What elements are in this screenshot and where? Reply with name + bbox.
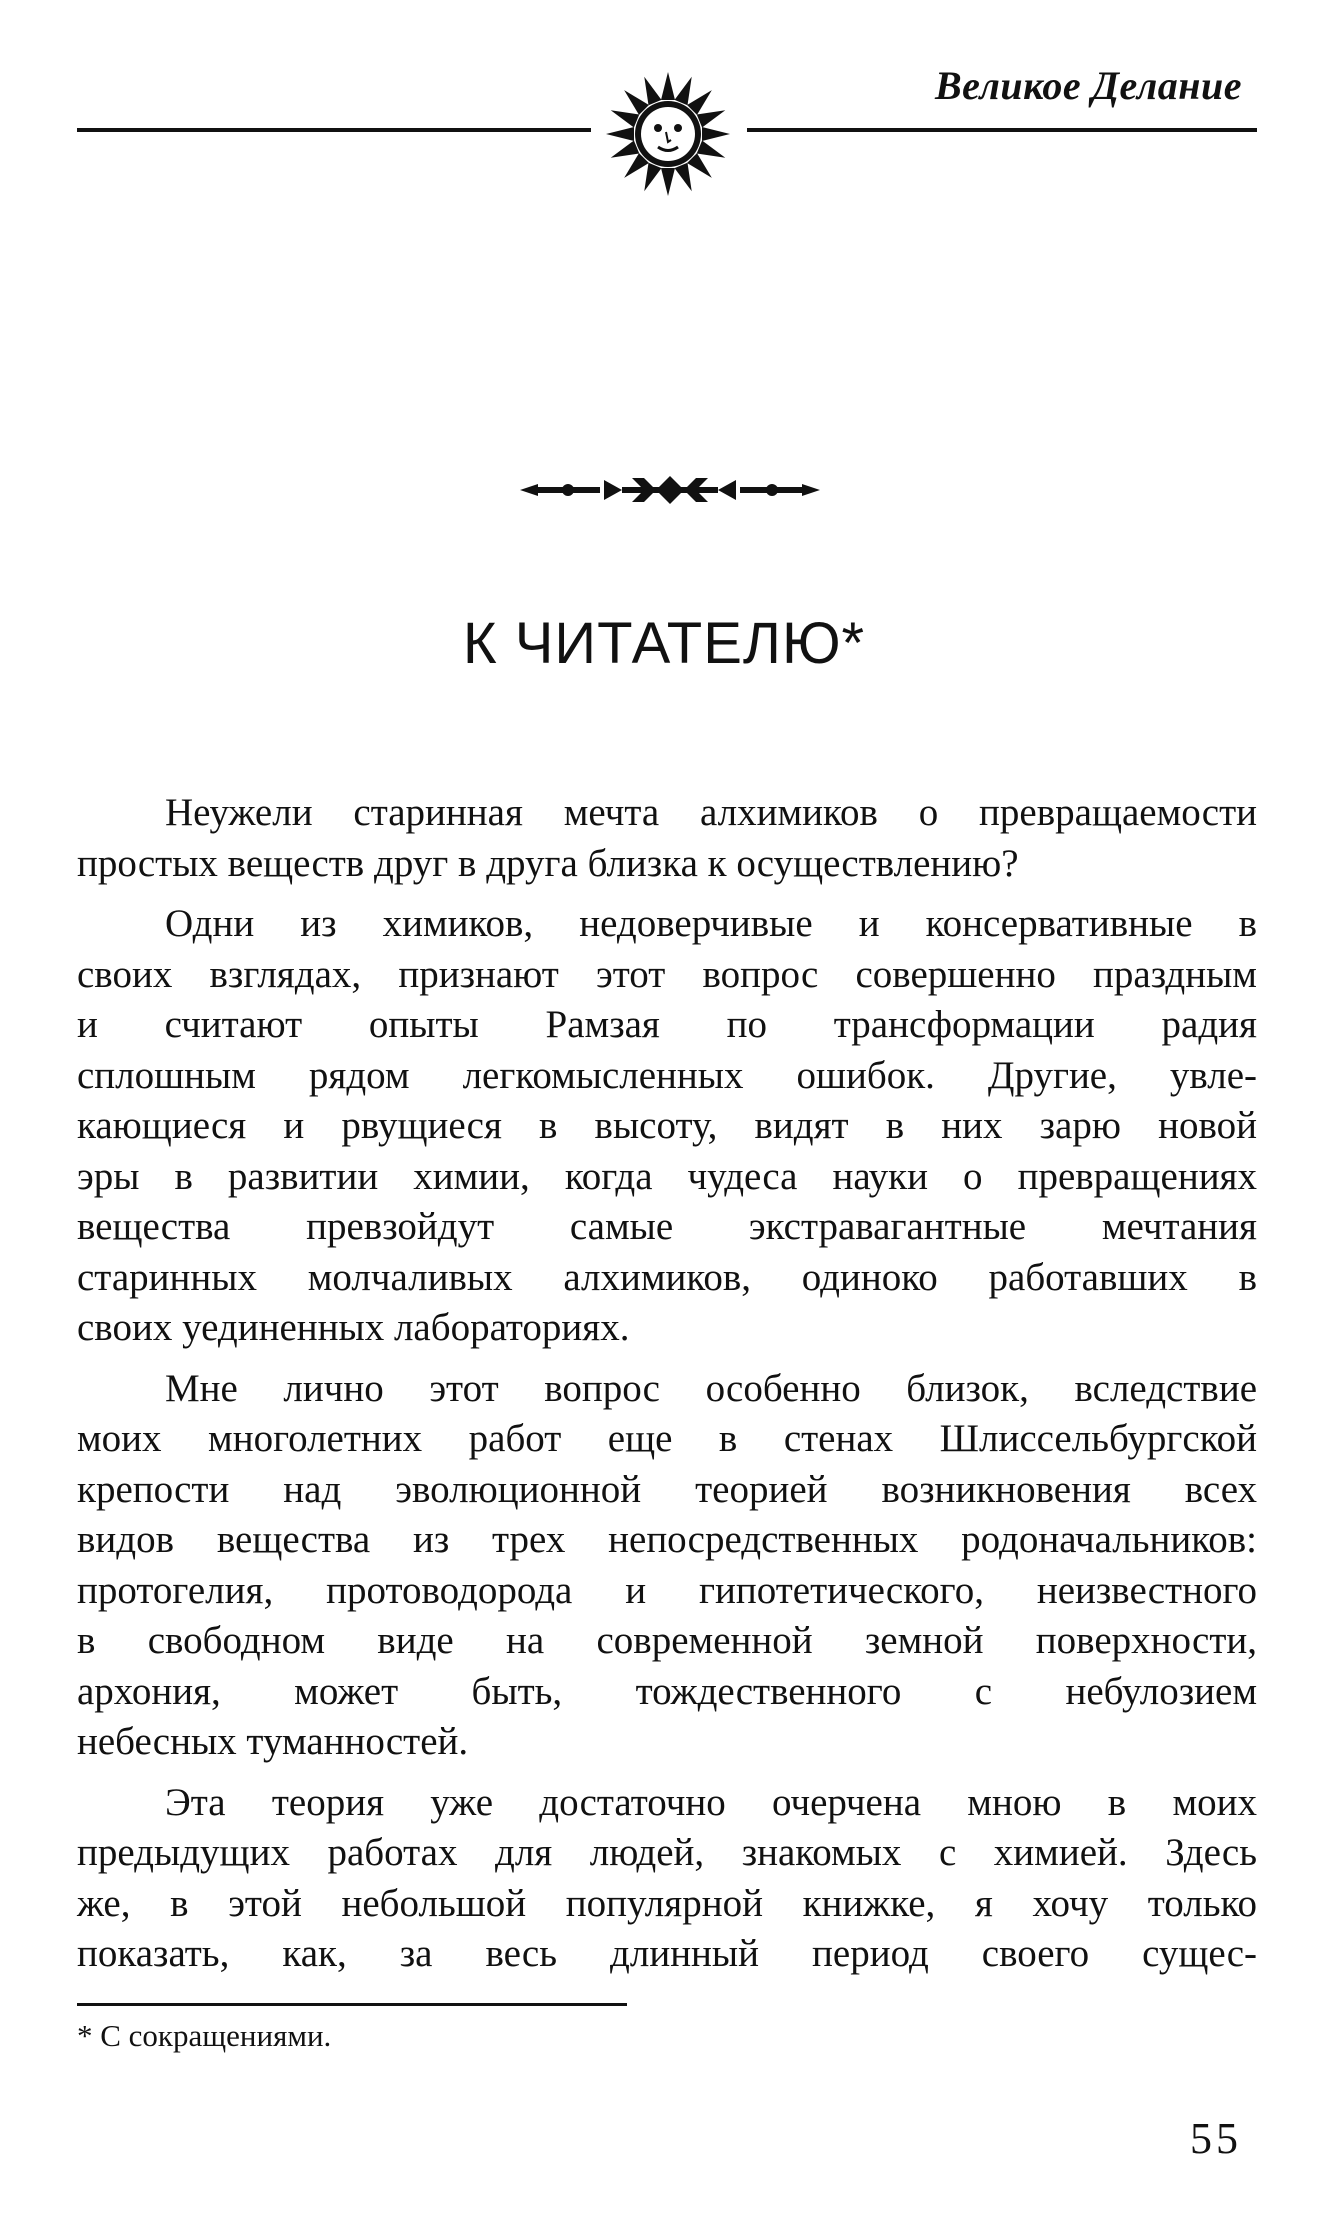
running-head: Великое Делание bbox=[934, 63, 1242, 108]
page-number: 55 bbox=[1190, 2114, 1242, 2163]
paragraph bbox=[77, 788, 1257, 889]
text-line: старинных молчаливых алхимиков, одиноко работавших в bbox=[77, 1255, 1257, 1299]
body-text bbox=[77, 788, 1257, 1990]
text-line: своих взглядах, признают этот вопрос совершенно праздным bbox=[77, 952, 1257, 996]
text-line: видов вещества из трех непосредственных родоначальников: bbox=[77, 1518, 1257, 1561]
sun-emblem-icon bbox=[602, 68, 734, 200]
text-line: протогелия, протоводорода и гипотетического, неизвестного bbox=[77, 1568, 1257, 1612]
text-line: небесных туманностей. bbox=[77, 1720, 469, 1763]
text-line: сплошным рядом легкомысленных ошибок. Другие, увле- bbox=[77, 1053, 1257, 1097]
footnote: * С сокращениями. bbox=[77, 2018, 332, 2053]
paragraph bbox=[77, 899, 1257, 1354]
text-line: в свободном виде на современной земной поверхности, bbox=[77, 1619, 1257, 1662]
text-line: Одни из химиков, недоверчивые и консервативные в bbox=[165, 902, 1257, 945]
text-line: показать, как, за весь длинный период своего сущес- bbox=[77, 1932, 1257, 1975]
text-line: вещества превзойдут самые экстравагантные мечтания bbox=[77, 1205, 1257, 1248]
paragraph bbox=[77, 1778, 1257, 1980]
footnote-rule bbox=[77, 2003, 627, 2006]
text-line: эры в развитии химии, когда чудеса науки о превращениях bbox=[77, 1154, 1257, 1198]
text-line: же, в этой небольшой популярной книжке, я хочу только bbox=[77, 1881, 1257, 1925]
text-line: кающиеся и рвущиеся в высоту, видят в них зарю новой bbox=[77, 1104, 1257, 1147]
divider-ornament-icon bbox=[520, 472, 820, 508]
text-line: крепости над эволюционной теорией возникновения всех bbox=[77, 1467, 1257, 1511]
chapter-title: К ЧИТАТЕЛЮ* bbox=[462, 611, 866, 676]
text-line: предыдущих работах для людей, знакомых с химией. Здесь bbox=[77, 1831, 1257, 1874]
paragraph bbox=[77, 1364, 1257, 1768]
text-line: Мне лично этот вопрос особенно близок, вследствие bbox=[165, 1366, 1257, 1410]
text-line: архония, может быть, тождественного с небулозием bbox=[77, 1669, 1257, 1713]
text-line: моих многолетних работ еще в стенах Шлиссельбургской bbox=[77, 1417, 1257, 1460]
header-rule-left bbox=[77, 128, 591, 132]
text-line: своих уединенных лабораториях. bbox=[77, 1306, 630, 1349]
text-line: простых веществ друг в друга близка к осуществлению? bbox=[77, 841, 1019, 885]
header-rule-right bbox=[747, 128, 1257, 132]
text-line: Неужели старинная мечта алхимиков о превращаемости bbox=[165, 791, 1257, 834]
text-line: и считают опыты Рамзая по трансформации радия bbox=[77, 1003, 1257, 1046]
text-line: Эта теория уже достаточно очерчена мною в моих bbox=[165, 1780, 1257, 1824]
